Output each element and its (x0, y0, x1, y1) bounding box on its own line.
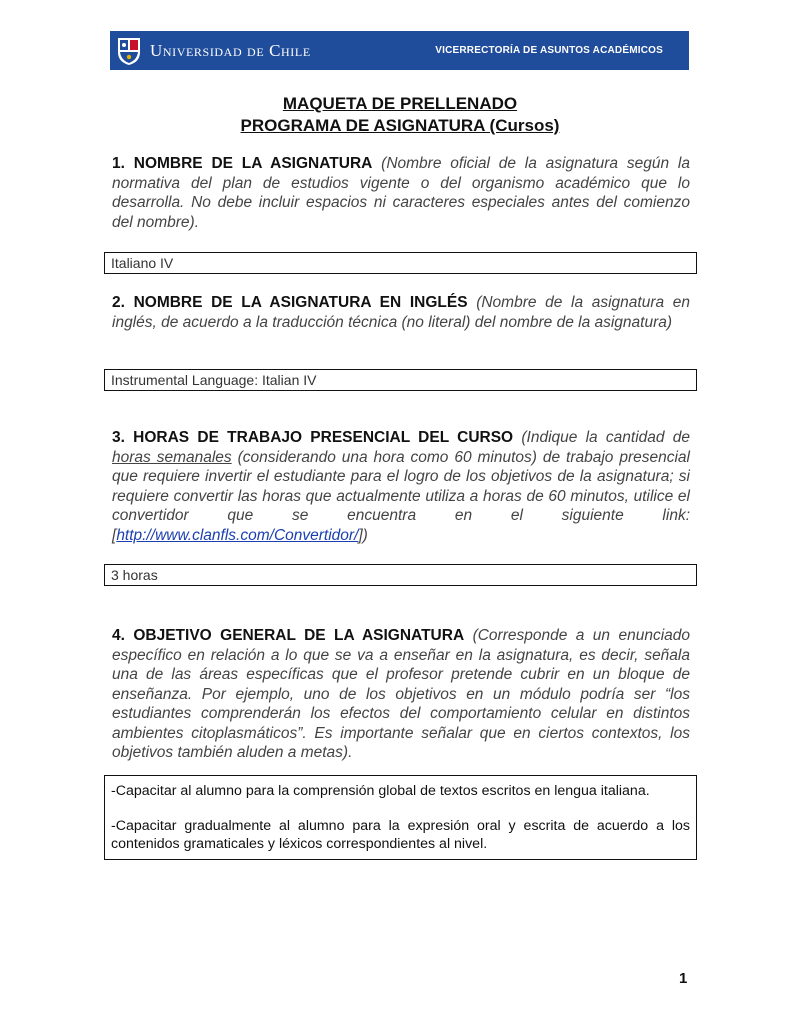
section-heading: 1. NOMBRE DE LA ASIGNATURA (112, 155, 373, 172)
university-name: Universidad de Chile (150, 40, 311, 60)
section-heading: 3. HORAS DE TRABAJO PRESENCIAL DEL CURSO (112, 429, 514, 446)
section-description-c: ]) (358, 526, 368, 544)
section-course-name (112, 154, 690, 232)
document-title-line1: MAQUETA DE PRELLENADO (282, 94, 518, 113)
answer-contact-hours: 3 horas (104, 564, 697, 586)
objective-item: -Capacitar al alumno para la comprensión global de textos escritos en lengua italiana. (111, 783, 650, 799)
section-heading: 2. NOMBRE DE LA ASIGNATURA EN INGLÉS (112, 294, 468, 311)
section-description-a: (Indique la cantidad de (521, 429, 690, 446)
document-title-line2: PROGRAMA DE ASIGNATURA (Cursos) (240, 116, 560, 135)
page-number: 1 (679, 970, 688, 987)
section-general-objective (112, 626, 690, 763)
office-name: VICERRECTORÍA DE ASUNTOS ACADÉMICOS (435, 45, 663, 56)
section-description: (Nombre oficial de la asignatura según la normativa del plan de estudios vigente o del organismo académico que lo desarrolla. No debe incluir espacios ni caracteres especiales antes del comienzo del nombre). (112, 155, 690, 231)
section-heading: 4. OBJETIVO GENERAL DE LA ASIGNATURA (112, 627, 465, 644)
university-seal-icon (116, 36, 142, 66)
banner-brand (116, 36, 311, 66)
answer-course-name-english: Instrumental Language: Italian IV (104, 369, 697, 391)
section-description-b: (considerando una hora como 60 minutos) de trabajo presencial que requiere invertir el estudiante para el logro de los objetivos de la asignatura; si requiere convertir las horas que actualmente utiliza a horas de 60 minutos, utilice el convertidor que se encuentra en el siguiente link: [ (112, 448, 690, 544)
section-description: (Corresponde a un enunciado específico en relación a lo que se va a enseñar en la asignatura, es decir, señala una de las áreas específicas que el profesor pretende cubrir en un bloque de enseñanza. Por ejemplo, uno de los objetivos en un módulo podría ser “los estudiantes comprenderán los efectos del comportamiento celular en distintos ambientes citoplasmáticos”. Es importante señalar que en ciertos contextos, los objetivos también aluden a metas). (112, 627, 690, 761)
converter-link[interactable]: http://www.clanfls.com/Convertidor/ (116, 526, 359, 544)
section-contact-hours (112, 428, 690, 545)
section-course-name-english (112, 293, 690, 332)
objective-item: -Capacitar gradualmente al alumno para la expresión oral y escrita de acuerdo a los contenidos gramaticales y léxicos correspondientes al nivel. (111, 818, 690, 852)
answer-general-objective (104, 775, 697, 860)
section-description: (Nombre de la asignatura en inglés, de acuerdo a la traducción técnica (no literal) del nombre de la asignatura) (112, 294, 690, 331)
section-description-underlined: horas semanales (112, 448, 232, 466)
header-banner (110, 31, 689, 70)
answer-course-name: Italiano IV (104, 252, 697, 274)
